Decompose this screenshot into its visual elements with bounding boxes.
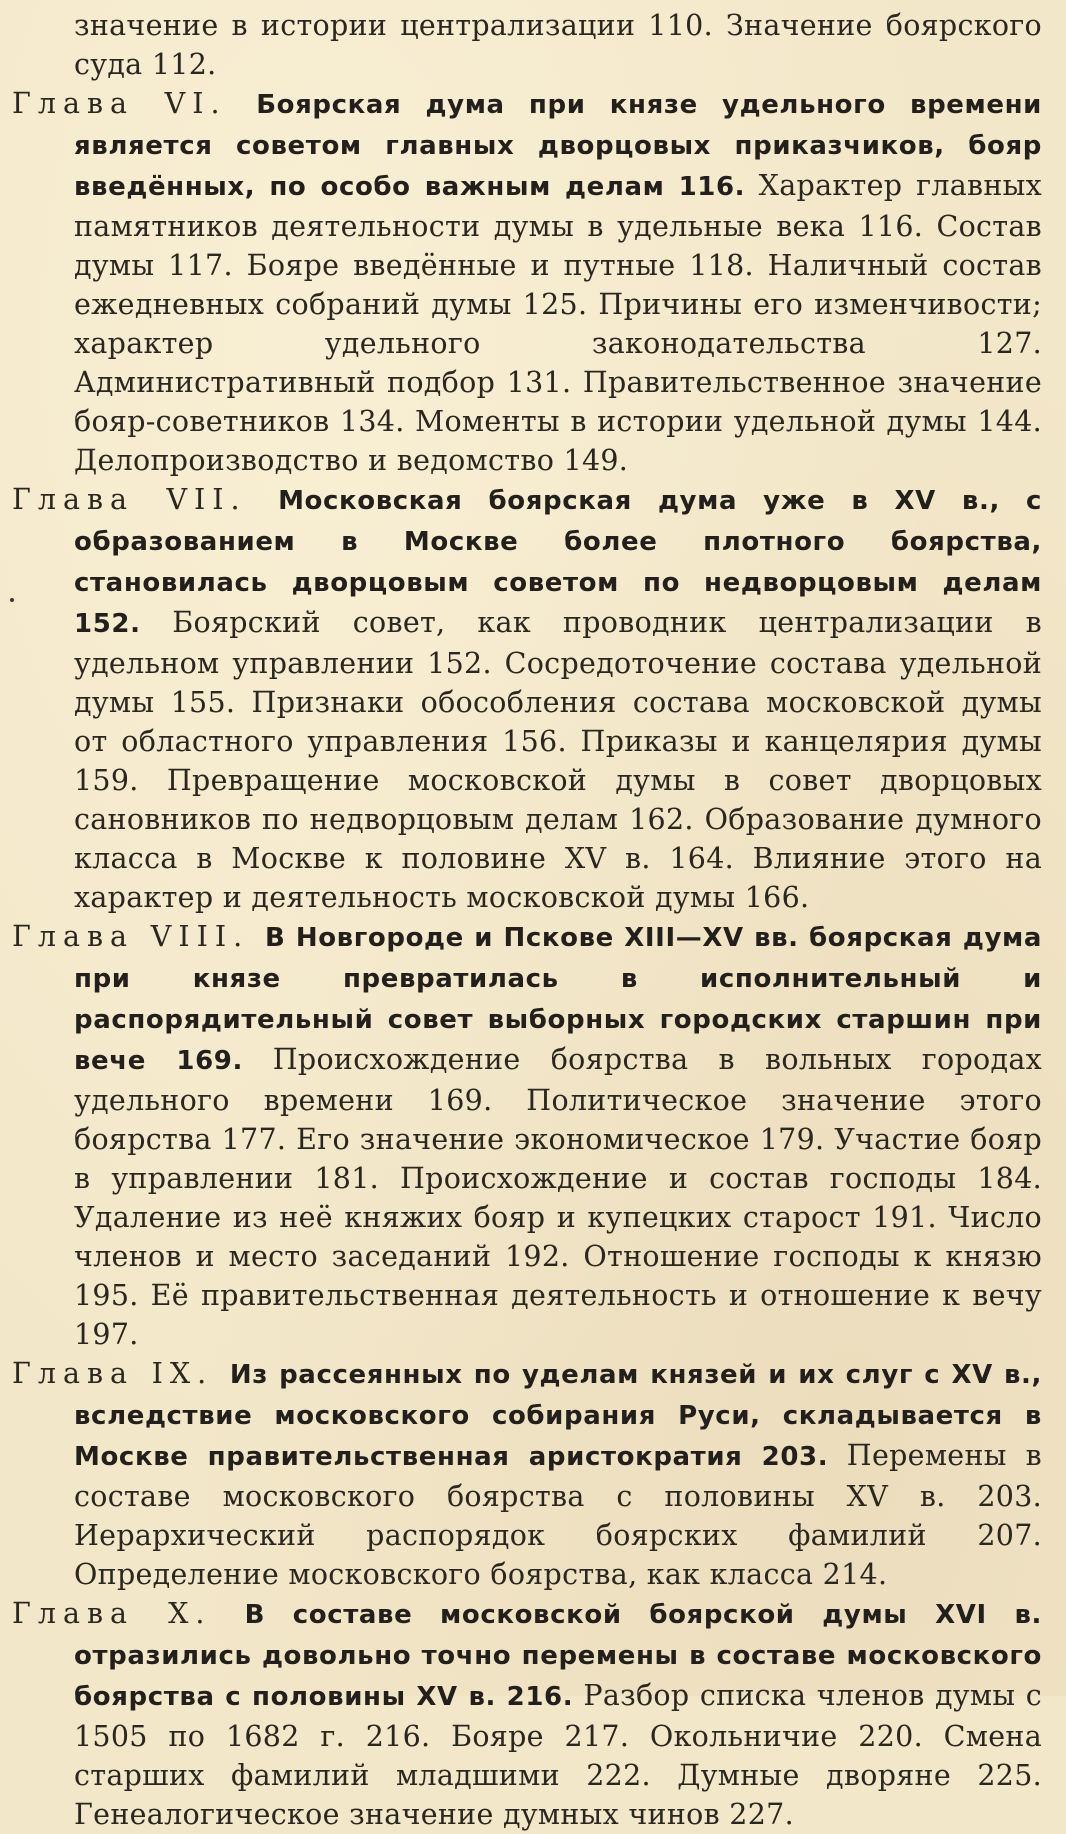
chapter-thesis: Из рассеянных по уделам князей и их слуг с XV в., вследствие московского собирания Руси, складывается в Москве правительственная аристократия 203. bbox=[74, 1360, 1043, 1472]
chapter-label: Глава VI. bbox=[12, 87, 227, 120]
chapter-entry-vi bbox=[12, 84, 1042, 480]
chapter-thesis: Боярская дума при князе удельного времени является советом главных дворцовых приказчиков, бояр введённых, по особо важным делам 116. bbox=[74, 90, 1043, 202]
chapter-label: Глава VIII. bbox=[12, 920, 250, 953]
chapter-summary: Боярский совет, как проводник централизации в удельном управлении 152. Сосредоточение состава удельной думы 155. Признаки обособления состава московской думы от областного управления 156. Приказы и канцелярия думы 159. Превращение московской думы в совет дворцовых сановников по недворцовым делам 162. Образование думного класса в Москве к половине XV в. 164. Влияние этого на характер и деятельность московской думы 166. bbox=[74, 606, 1042, 914]
chapter-entry-x bbox=[12, 1594, 1042, 1834]
chapter-summary: Происхождение боярства в вольных городах удельного времени 169. Политическое значение этого боярства 177. Его значение экономическое 179. Участие бояр в управлении 181. Происхождение и состав господы 184. Удаление из неё княжих бояр и купецких старост 191. Число членов и место заседаний 192. Отношение господы к князю 195. Её правительственная деятельность и отношение к вечу 197. bbox=[74, 1043, 1043, 1351]
continuation-paragraph bbox=[12, 6, 1042, 84]
continuation-text: значение в истории централизации 110. Значение боярского суда 112. bbox=[74, 9, 1042, 81]
chapter-label: Глава VII. bbox=[12, 483, 247, 516]
chapter-summary: Разбор списка членов думы с 1505 по 1682 г. 216. Бояре 217. Окольничие 220. Смена старших фамилий младшими 222. Думные дворяне 225. Генеалогическое значение думных чинов 227. bbox=[74, 1679, 1042, 1831]
chapter-summary: Перемены в составе московского боярства с половины XV в. 203. Иерархический распорядок боярских фамилий 207. Определение московского боярства, как класса 214. bbox=[74, 1439, 1042, 1591]
chapter-entry-ix bbox=[12, 1354, 1042, 1594]
chapter-thesis: Московская боярская дума уже в XV в., с образованием в Москве более плотного боярства, становилась дворцовым советом по недворцовым делам 152. bbox=[74, 486, 1042, 639]
chapter-entry-vii bbox=[12, 480, 1042, 917]
chapter-entry-viii bbox=[12, 917, 1042, 1354]
chapter-summary: Характер главных памятников деятельности думы в удельные века 116. Состав думы 117. Бояре введённые и путные 118. Наличный состав ежедневных собраний думы 125. Причины его изменчивости; характер удельного законодательства 127. Административный подбор 131. Правительственное значение бояр-советников 134. Моменты в истории удельной думы 144. Делопроизводство и ведомство 149. bbox=[74, 169, 1043, 477]
chapter-label: Глава X. bbox=[12, 1597, 212, 1630]
chapter-thesis: В Новгороде и Пскове XIII—XV вв. боярская дума при князе превратилась в исполнительный и распорядительный совет выборных городских старшин при вече 169. bbox=[74, 923, 1043, 1076]
chapter-label: Глава IX. bbox=[12, 1357, 214, 1390]
chapter-thesis: В составе московской боярской думы XVI в. отразились довольно точно перемены в составе московского боярства с половины XV в. 216. bbox=[74, 1600, 1042, 1712]
